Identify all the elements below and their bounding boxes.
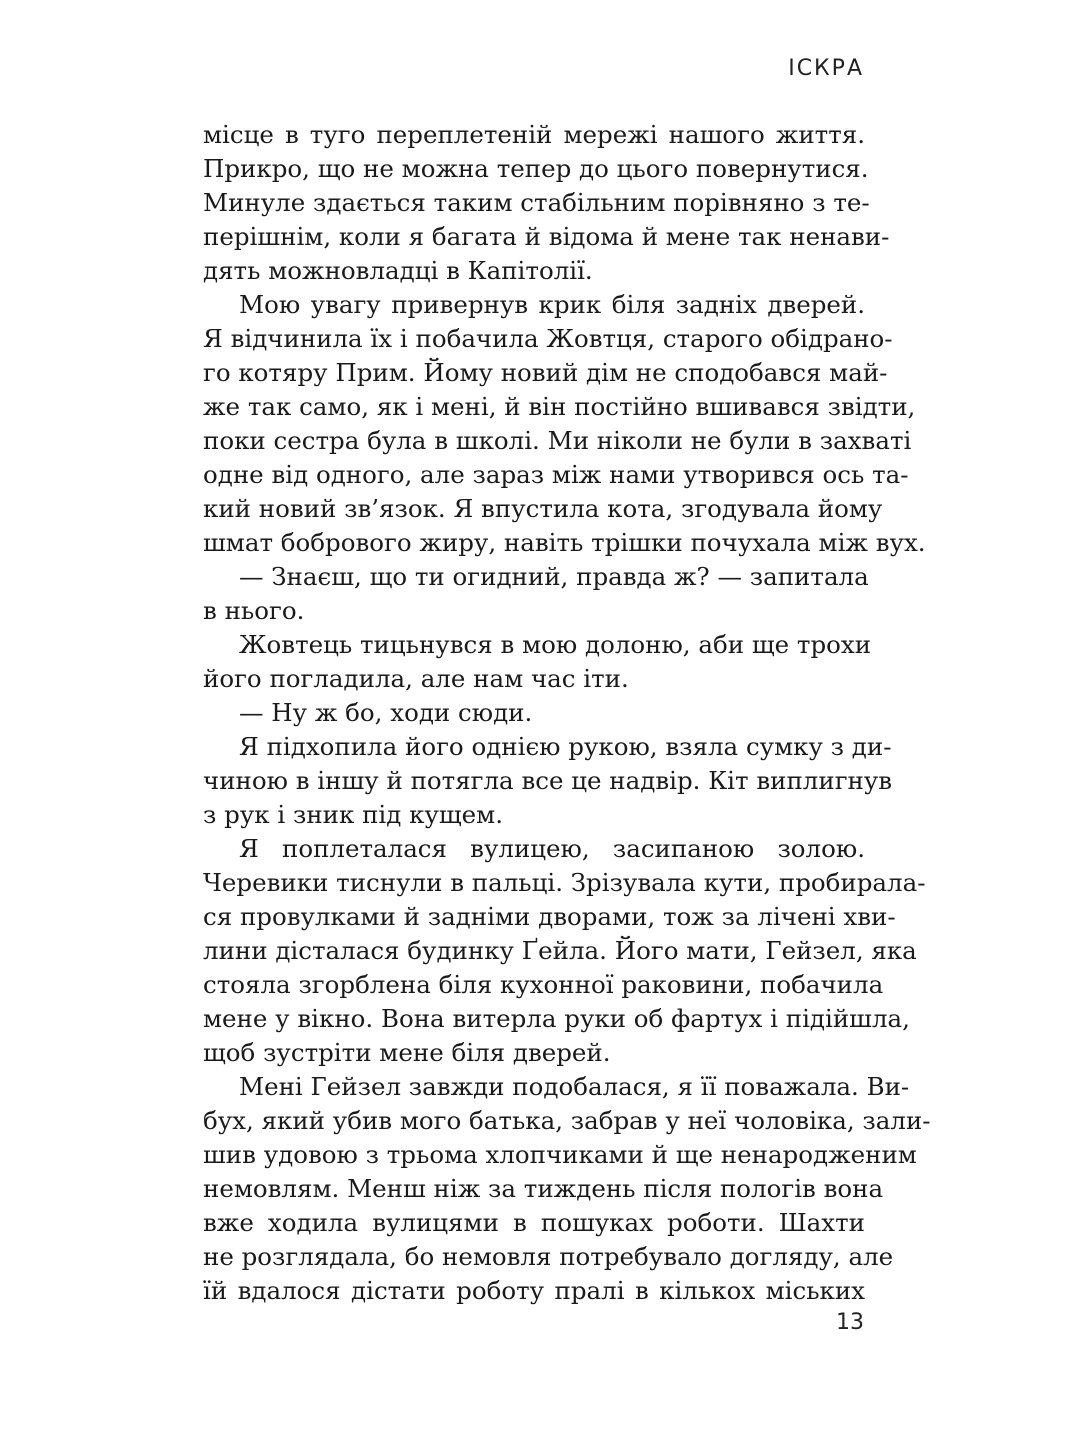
text-line: же так само, як і мені, й він постійно вшивався звідти, — [203, 392, 916, 421]
text-line: бух, який убив мого батька, забрав у неї чоловіка, зали- — [203, 1106, 931, 1135]
text-line: мене у вікно. Вона витерла руки об фартух і підійшла, — [203, 1004, 910, 1033]
text-line: вже ходила вулицями в пошуках роботи. Шахти — [203, 1208, 865, 1237]
text-line: немовлям. Менш ніж за тиждень після пологів вона — [203, 1174, 884, 1203]
text-line: місце в туго переплетеній мережі нашого життя. — [203, 120, 865, 149]
text-line: го котяру Прим. Йому новий дім не сподобався май- — [203, 358, 888, 387]
text-line: кий новий зв’язок. Я впустила кота, згодувала йому — [203, 494, 883, 523]
body-text — [203, 118, 931, 1308]
text-line: чиною в іншу й потягла все це надвір. Кіт виплигнув — [203, 766, 893, 795]
text-line: в нього. — [203, 596, 305, 625]
text-line: Прикро, що не можна тепер до цього повернутися. — [203, 154, 869, 183]
text-line: — Знаєш, що ти огидний, правда ж? — запитала — [239, 562, 869, 591]
text-line: щоб зустріти мене біля дверей. — [203, 1038, 611, 1067]
text-line: лини дісталася будинку Ґейла. Його мати, Гейзел, яка — [203, 936, 917, 965]
text-line: його погладила, але нам час іти. — [203, 664, 629, 693]
text-line: одне від одного, але зараз між нами утворився ось та- — [203, 460, 909, 489]
text-line: ся провулками й задніми дворами, тож за лічені хви- — [203, 902, 896, 931]
text-line: Черевики тиснули в пальці. Зрізувала кути, пробирала- — [203, 868, 926, 897]
text-line: Я підхопила його однією рукою, взяла сумку з ди- — [239, 732, 892, 761]
text-line: їй вдалося дістати роботу пралі в кількох міських — [203, 1276, 865, 1305]
text-line: поки сестра була в школі. Ми ніколи не були в захваті — [203, 426, 912, 455]
text-line: стояла згорблена біля кухонної раковини, побачила — [203, 970, 884, 999]
text-line: шмат бобрового жиру, навіть трішки почухала між вух. — [203, 528, 926, 557]
text-line: шив удовою з трьома хлопчиками й ще ненародженим — [203, 1140, 917, 1169]
text-line: Мені Гейзел завжди подобалася, я її поважала. Ви- — [239, 1072, 910, 1101]
text-line: перішнім, коли я багата й відома й мене так ненави- — [203, 222, 890, 251]
text-line: Мою увагу привернув крик біля задніх дверей. — [239, 290, 865, 319]
text-line: дять можновладці в Капітолії. — [203, 256, 593, 285]
text-line: Жовтець тицьнувся в мою долоню, аби ще трохи — [239, 630, 872, 659]
page-number: 13 — [836, 1310, 864, 1335]
text-line: не розглядала, бо немовля потребувало догляду, але — [203, 1242, 894, 1271]
text-line: — Ну ж бо, ходи сюди. — [239, 698, 533, 727]
text-line: Минуле здається таким стабільним порівняно з те- — [203, 188, 870, 217]
text-line: Я відчинила їх і побачила Жовтця, старого обідрано- — [203, 324, 893, 353]
text-line: Я поплеталася вулицею, засипаною золою. — [239, 834, 865, 863]
text-line: з рук і зник під кущем. — [203, 800, 503, 829]
running-head: ІСКРА — [788, 56, 864, 81]
